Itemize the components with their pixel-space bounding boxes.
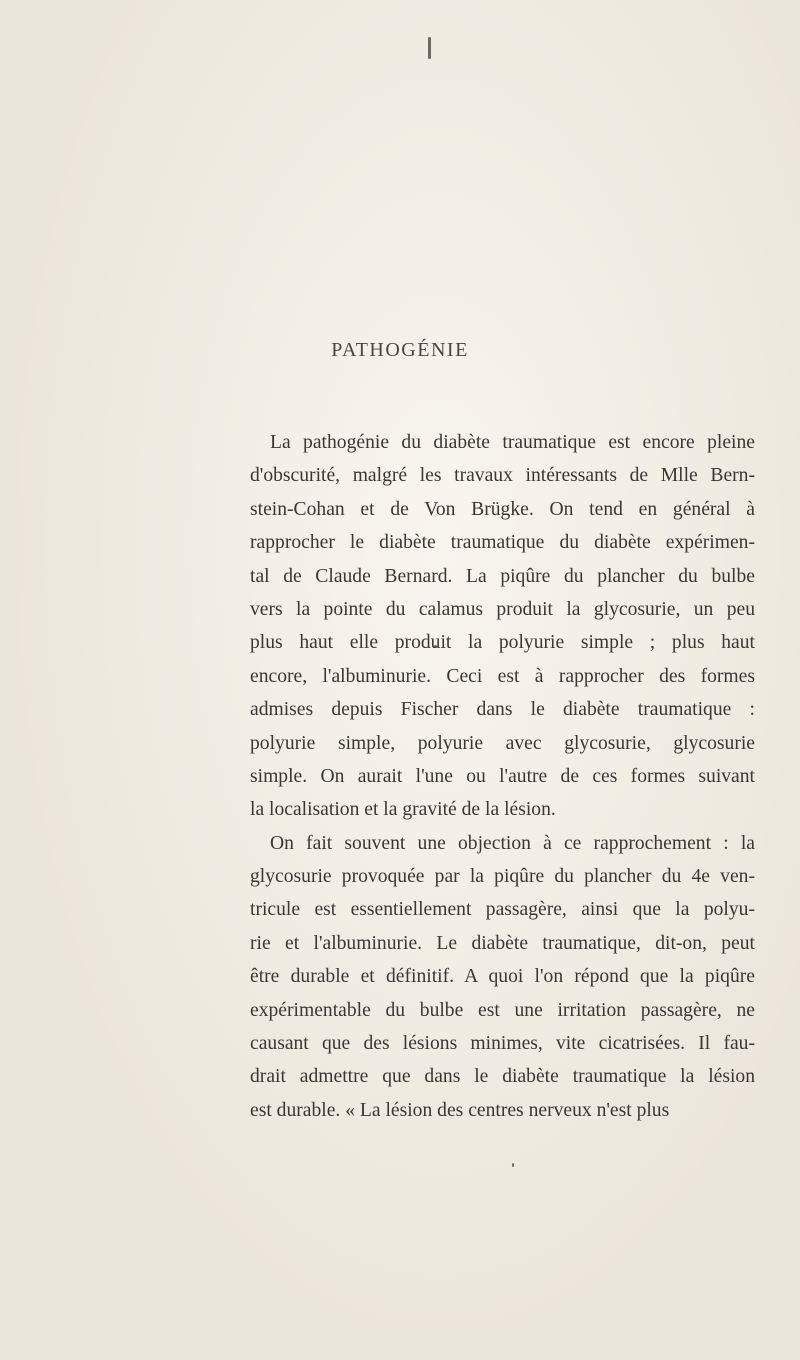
- text-line: expérimentable du bulbe est une irritation passagère, ne: [250, 999, 755, 1021]
- text-line: rapprocher le diabète traumatique du diabète expérimen-: [250, 532, 755, 554]
- ink-speck: [512, 1163, 514, 1167]
- text-line: tricule est essentiellement passagère, ainsi que la polyu-: [250, 899, 755, 921]
- text-line: rie et l'albuminurie. Le diabète traumatique, dit-on, peut: [250, 932, 755, 954]
- text-line: glycosurie provoquée par la piqûre du plancher du 4e ven-: [250, 866, 755, 888]
- text-line: simple. On aurait l'une ou l'autre de ces formes suivant: [250, 765, 755, 787]
- text-line: d'obscurité, malgré les travaux intéressants de Mlle Bern-: [250, 465, 755, 487]
- page-title: PATHOGÉNIE: [331, 339, 469, 361]
- text-line: est durable. « La lésion des centres nerveux n'est plus: [250, 1099, 670, 1121]
- text-line: encore, l'albuminurie. Ceci est à rapprocher des formes: [250, 665, 755, 687]
- text-line: plus haut elle produit la polyurie simple ; plus haut: [250, 632, 755, 654]
- text-line: vers la pointe du calamus produit la glycosurie, un peu: [250, 598, 755, 620]
- body-text: [250, 426, 755, 1127]
- text-line: drait admettre que dans le diabète traumatique la lésion: [250, 1066, 755, 1088]
- ink-speck: [428, 37, 431, 59]
- text-line: La pathogénie du diabète traumatique est encore pleine: [270, 432, 755, 453]
- text-line: tal de Claude Bernard. La piqûre du plancher du bulbe: [250, 565, 755, 587]
- text-line: On fait souvent une objection à ce rapprochement : la: [270, 832, 755, 854]
- text-line: causant que des lésions minimes, vite cicatrisées. Il fau-: [250, 1033, 755, 1055]
- text-line: stein-Cohan et de Von Brügke. On tend en général à: [250, 498, 755, 520]
- text-line: admises depuis Fischer dans le diabète traumatique :: [250, 699, 755, 721]
- text-line: polyurie simple, polyurie avec glycosurie, glycosurie: [250, 732, 755, 754]
- text-line: être durable et définitif. A quoi l'on répond que la piqûre: [250, 966, 755, 988]
- text-line: la localisation et la gravité de la lésion.: [250, 799, 556, 821]
